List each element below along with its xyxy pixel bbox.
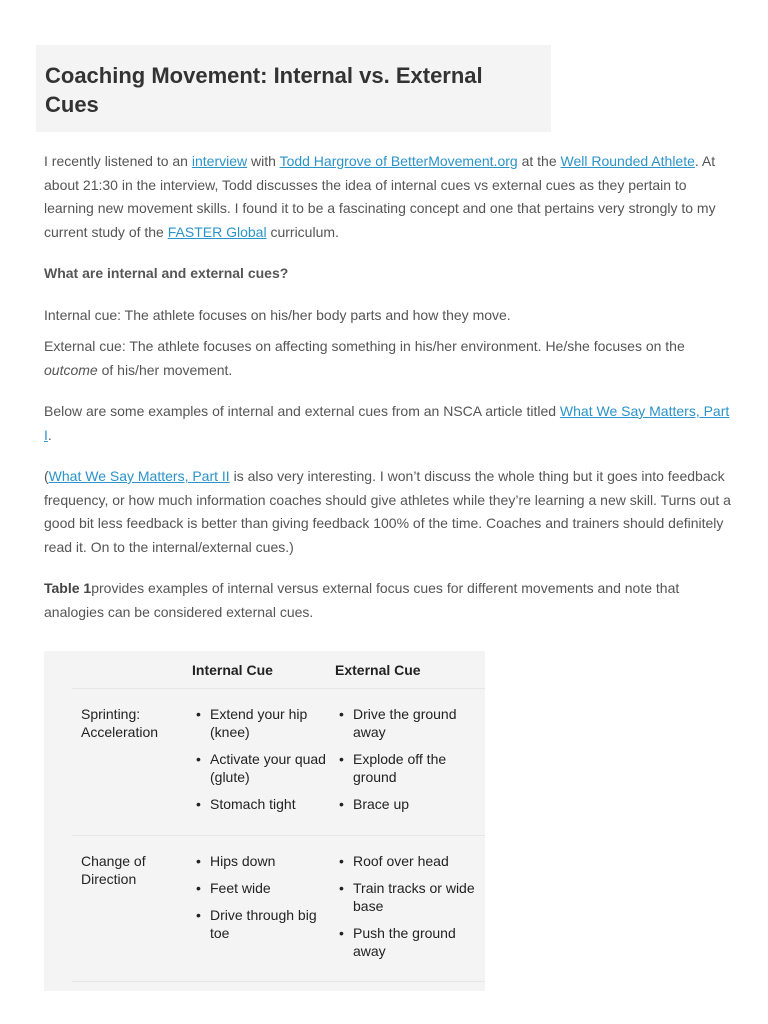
list-item: • Activate your quad (glute) bbox=[192, 750, 327, 786]
table-intro-paragraph: Table 1provides examples of internal versus external focus cues for different movements and note that analogies can be considered external cues. bbox=[44, 580, 680, 620]
list-item: • Extend your hip (knee) bbox=[192, 705, 327, 741]
list-item: • Explode off the ground bbox=[335, 750, 475, 786]
movement-cell: Sprinting: Acceleration bbox=[81, 706, 159, 740]
internal-cue-list bbox=[192, 852, 327, 942]
external-cue-cell bbox=[335, 705, 475, 822]
internal-cue-cell bbox=[192, 852, 327, 951]
header-external-cue: External Cue bbox=[335, 662, 421, 678]
page-title: Coaching Movement: Internal vs. External Cues bbox=[45, 63, 483, 117]
list-item: • Stomach tight bbox=[192, 795, 327, 813]
list-item: • Push the ground away bbox=[335, 924, 475, 960]
movement-cell: Change of Direction bbox=[81, 853, 146, 887]
list-item: • Feet wide bbox=[192, 879, 327, 897]
list-item: • Brace up bbox=[335, 795, 475, 813]
list-item: • Drive the ground away bbox=[335, 705, 475, 741]
title-banner bbox=[36, 45, 551, 132]
faster-global-link[interactable]: FASTER Global bbox=[167, 223, 267, 240]
external-cue-definition: External cue: The athlete focuses on affecting something in his/her environment. He/she focuses on the outcome of his/her movement. bbox=[44, 338, 685, 378]
list-item: • Drive through big toe bbox=[192, 906, 327, 942]
cues-table bbox=[44, 651, 485, 991]
internal-cue-definition: Internal cue: The athlete focuses on his/her body parts and how they move. bbox=[44, 306, 511, 323]
external-cue-list bbox=[335, 852, 475, 960]
intro-paragraph: I recently listened to an interview with Todd Hargrove of BetterMovement.org at the Well Rounded Athlete. At about 21:30 in the interview, Todd discusses the idea of internal cues vs external cues as they pertain to learning new movement skills. I found it to be a fascinating concept and one that pertains very strongly to my current study of the FASTER Global curriculum. bbox=[44, 153, 716, 240]
header-internal-cue: Internal Cue bbox=[192, 662, 273, 678]
external-cue-cell bbox=[335, 852, 475, 969]
todd-hargrove-link[interactable]: Todd Hargrove of BetterMovement.org bbox=[279, 153, 518, 169]
part-2-paragraph: (What We Say Matters, Part II is also very interesting. I won’t discuss the whole thing but it goes into feedback frequency, or how much information coaches should give athletes while they’re learning a new skill. Turns out a good bit less feedback is better than giving feedback 100% of the time. Coaches and trainers should definitely read it. On to the internal/external cues.) bbox=[44, 468, 731, 555]
what-we-say-matters-part-2-link[interactable]: What We Say Matters, Part II bbox=[48, 468, 230, 484]
what-we-say-matters-part-1-link[interactable]: What We Say Matters, Part I bbox=[44, 403, 730, 443]
internal-cue-list bbox=[192, 705, 327, 813]
article-body bbox=[44, 150, 734, 642]
well-rounded-athlete-link[interactable]: Well Rounded Athlete bbox=[560, 153, 695, 169]
table-header-row bbox=[72, 651, 485, 689]
internal-cue-cell bbox=[192, 705, 327, 822]
table-row bbox=[72, 835, 485, 982]
section-question: What are internal and external cues? bbox=[44, 265, 289, 281]
external-cue-list bbox=[335, 705, 475, 813]
table-row bbox=[72, 688, 485, 836]
list-item: • Roof over head bbox=[335, 852, 475, 870]
list-item: • Hips down bbox=[192, 852, 327, 870]
interview-link[interactable]: interview bbox=[191, 153, 248, 169]
examples-paragraph: Below are some examples of internal and external cues from an NSCA article titled What We Say Matters, Part I. bbox=[44, 403, 730, 443]
list-item: • Train tracks or wide base bbox=[335, 879, 475, 915]
